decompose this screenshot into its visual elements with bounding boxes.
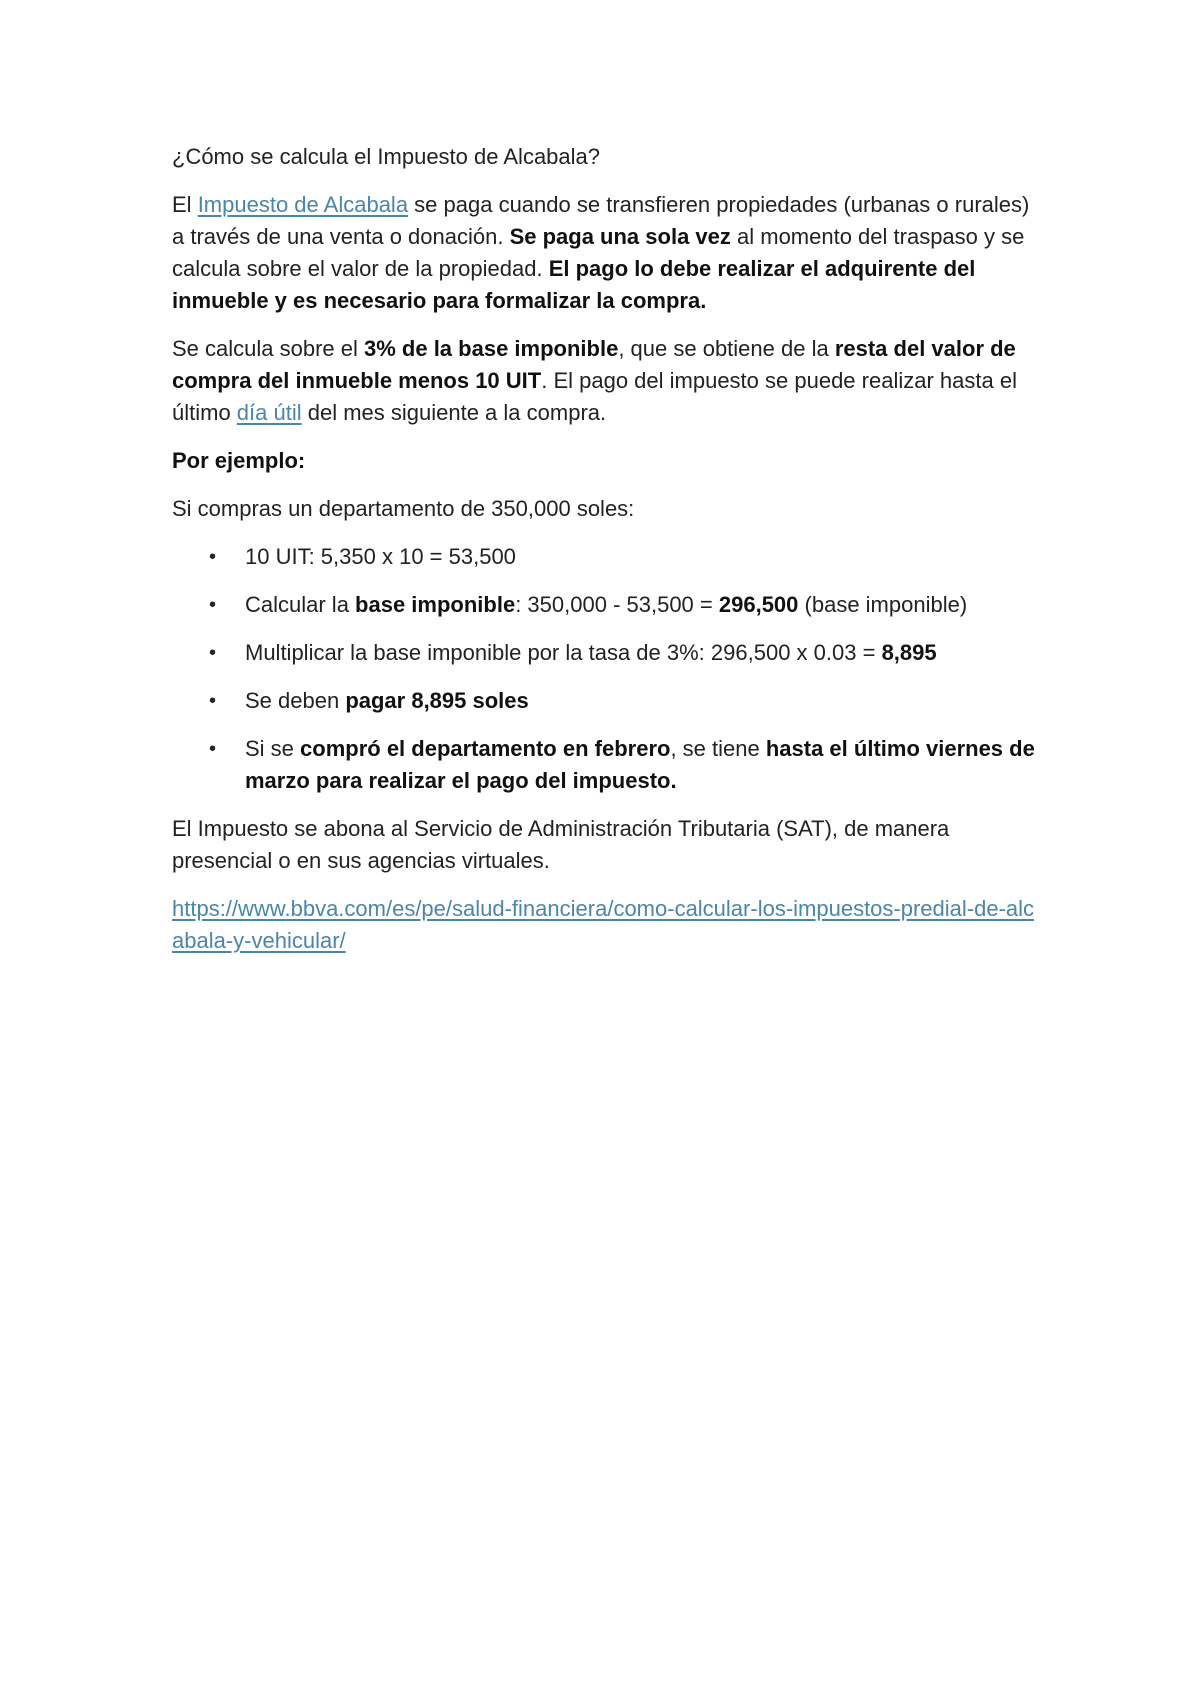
bullet-3-bold-1: pagar 8,895 soles <box>345 688 529 713</box>
calc-paragraph <box>172 333 1042 429</box>
bullet-icon: • <box>209 594 217 616</box>
bullet-1-text-3: (base imponible) <box>798 592 968 617</box>
calc-bold-1: 3% de la base imponible <box>364 336 619 361</box>
document-title: ¿Cómo se calcula el Impuesto de Alcabala? <box>172 144 601 169</box>
example-heading-text: Por ejemplo: <box>172 448 306 473</box>
bullet-1-bold-1: base imponible <box>355 592 516 617</box>
list-item <box>172 589 1042 621</box>
example-list <box>172 541 1042 797</box>
example-heading <box>172 445 1042 477</box>
bullet-3-text-1: Se deben <box>245 688 346 713</box>
list-item <box>172 541 1042 573</box>
closing-paragraph: El Impuesto se abona al Servicio de Administración Tributaria (SAT), de manera presencial o en sus agencias virtuales. <box>172 816 950 873</box>
document-page <box>172 141 1042 973</box>
bullet-4-text-1: Si se <box>245 736 301 761</box>
bullet-1-text-1: Calcular la <box>245 592 356 617</box>
calc-bold-2: resta del valor de compra del inmueble menos 10 UIT <box>172 336 1016 393</box>
bullet-1-text-2: : 350,000 - 53,500 = <box>515 592 719 617</box>
calc-text-2: , que se obtiene de la <box>618 336 835 361</box>
bullet-icon: • <box>209 546 217 568</box>
intro-paragraph <box>172 189 1042 317</box>
calc-text-4: del mes siguiente a la compra. <box>301 400 607 425</box>
intro-text-3: al momento del traspaso y se calcula sobre el valor de la propiedad. <box>172 224 1025 281</box>
example-intro: Si compras un departamento de 350,000 soles: <box>172 496 635 521</box>
calc-text-3: . El pago del impuesto se puede realizar hasta el último <box>172 368 1017 425</box>
intro-text-1: El <box>172 192 198 217</box>
bullet-2-text-1: Multiplicar la base imponible por la tasa de 3%: 296,500 x 0.03 = <box>245 640 882 665</box>
source-url-link[interactable]: https://www.bbva.com/es/pe/salud-financiera/como-calcular-los-impuestos-predial-de-alcabala-y-vehicular/ <box>172 896 1035 953</box>
source-paragraph <box>172 893 1042 957</box>
bullet-icon: • <box>209 642 217 664</box>
bullet-4-bold-1: compró el departamento en febrero <box>300 736 671 761</box>
bullet-icon: • <box>209 690 217 712</box>
bullet-0-text-1: 10 UIT: 5,350 x 10 = 53,500 <box>245 544 516 569</box>
list-item <box>172 685 1042 717</box>
intro-text-2: se paga cuando se transfieren propiedades (urbanas o rurales) a través de una venta o donación. <box>172 192 1030 249</box>
bullet-1-bold-2: 296,500 <box>718 592 799 617</box>
bullet-4-text-2: , se tiene <box>670 736 766 761</box>
bullet-4-bold-2: hasta el último viernes de marzo para realizar el pago del impuesto. <box>245 736 1035 793</box>
bullet-icon: • <box>209 738 217 760</box>
list-item <box>172 637 1042 669</box>
list-item <box>172 733 1042 797</box>
intro-bold-1: Se paga una sola vez <box>509 224 731 249</box>
dia-util-link[interactable]: día útil <box>236 400 302 425</box>
calc-text-1: Se calcula sobre el <box>172 336 364 361</box>
bullet-2-bold-1: 8,895 <box>881 640 937 665</box>
intro-bold-2: El pago lo debe realizar el adquirente del inmueble y es necesario para formalizar la compra. <box>172 256 976 313</box>
impuesto-alcabala-link[interactable]: Impuesto de Alcabala <box>197 192 409 217</box>
